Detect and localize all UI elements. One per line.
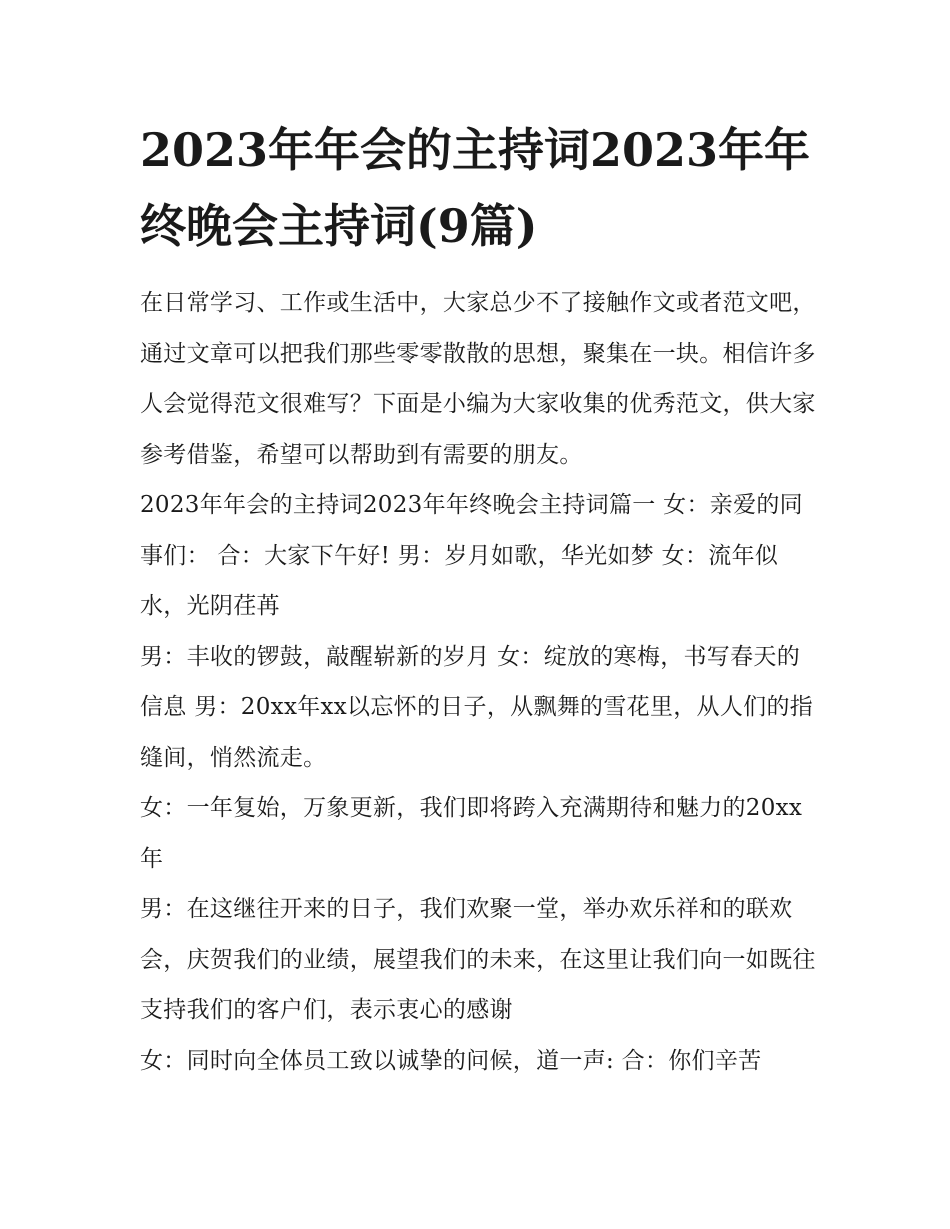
document-body <box>140 278 820 1086</box>
script-paragraph: 女：同时向全体员工致以诚挚的问候，道一声: 合：你们辛苦 <box>140 1047 762 1074</box>
intro-paragraph: 在日常学习、工作或生活中，大家总少不了接触作文或者范文吧，通过文章可以把我们那些零零散散的思想，聚集在一块。相信许多人会觉得范文很难写？下面是小编为大家收集的优秀范文，供大家参考借鉴，希望可以帮助到有需要的朋友。 <box>140 290 816 468</box>
script-paragraph: 男：丰收的锣鼓，敲醒崭新的岁月 女：绽放的寒梅，书写春天的信息 男：20xx年xx以忘怀的日子，从飘舞的雪花里，从人们的指缝间，悄然流走。 <box>140 643 814 771</box>
script-paragraph: 2023年年会的主持词2023年年终晚会主持词篇一 女：亲爱的同事们： 合：大家下午好! 男：岁月如歌，华光如梦 女：流年似水，光阴荏苒 <box>140 492 803 619</box>
script-paragraph: 女：一年复始，万象更新，我们即将跨入充满期待和魅力的20xx年 <box>140 795 803 872</box>
document-title: 2023年年会的主持词2023年年终晚会主持词(9篇) <box>140 123 811 253</box>
script-paragraph: 男：在这继往开来的日子，我们欢聚一堂，举办欢乐祥和的联欢会，庆贺我们的业绩，展望我们的未来，在这里让我们向一如既往支持我们的客户们，表示衷心的感谢 <box>140 896 816 1023</box>
